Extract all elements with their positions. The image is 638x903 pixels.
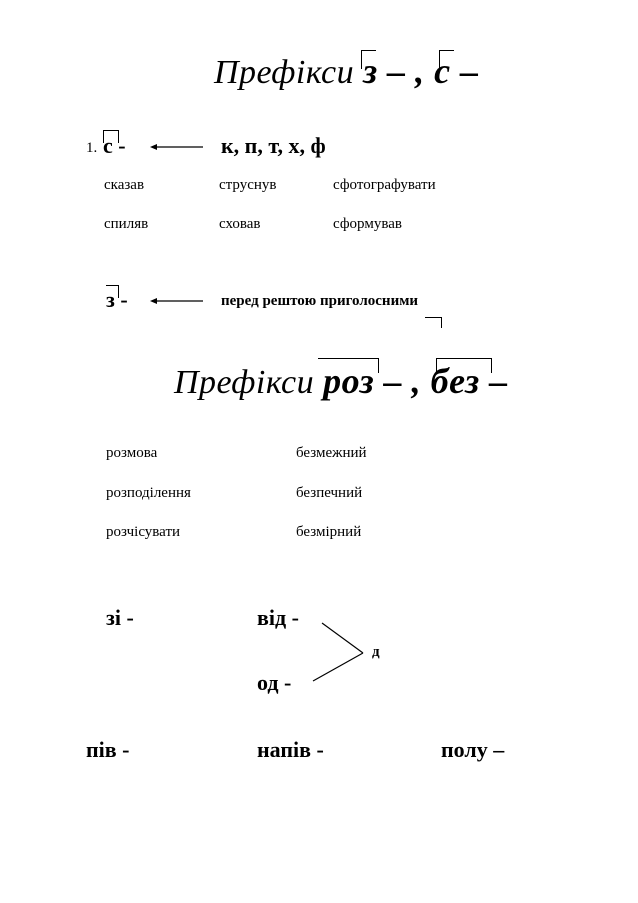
rule2-text: перед рештою приголосними xyxy=(221,293,419,309)
title-end: – xyxy=(479,361,508,401)
word: розподілення xyxy=(106,485,191,501)
prefix-napiv: напів - xyxy=(257,737,324,762)
word: сфотографувати xyxy=(333,177,436,193)
prefix-polu: полу – xyxy=(441,737,505,762)
word: безпечний xyxy=(296,485,363,501)
title-prefix-s: с xyxy=(434,51,451,91)
title-end: – xyxy=(450,51,479,91)
title-label: Префікси xyxy=(174,364,315,401)
word: сховав xyxy=(219,216,261,232)
rule1-prefix: с - xyxy=(103,133,126,158)
title-prefix-z: з xyxy=(363,51,378,91)
prefix-zi: зі - xyxy=(106,605,134,630)
prefix-piv: пів - xyxy=(86,737,130,762)
word: спиляв xyxy=(104,216,149,232)
word: розмова xyxy=(106,445,158,461)
rule1-letters: к, п, т, х, ф xyxy=(221,133,326,158)
word: безмірний xyxy=(296,524,362,540)
title-sep: – , xyxy=(374,361,431,401)
title-sep: – , xyxy=(377,51,435,91)
rule2-prefix: з - xyxy=(106,287,128,312)
word: сформував xyxy=(333,216,402,232)
title-prefix-bez: без xyxy=(430,361,480,401)
title-label: Префікси xyxy=(214,54,355,91)
prefix-od: од - xyxy=(257,670,292,695)
title-prefix-roz: роз xyxy=(323,361,375,401)
word: безмежний xyxy=(296,445,367,461)
letter-d: д xyxy=(372,644,380,660)
word: розчісувати xyxy=(106,524,181,540)
word: сказав xyxy=(104,177,145,193)
prefix-vid: від - xyxy=(257,605,299,630)
word: струснув xyxy=(219,177,277,193)
rule-number: 1. xyxy=(86,140,98,156)
